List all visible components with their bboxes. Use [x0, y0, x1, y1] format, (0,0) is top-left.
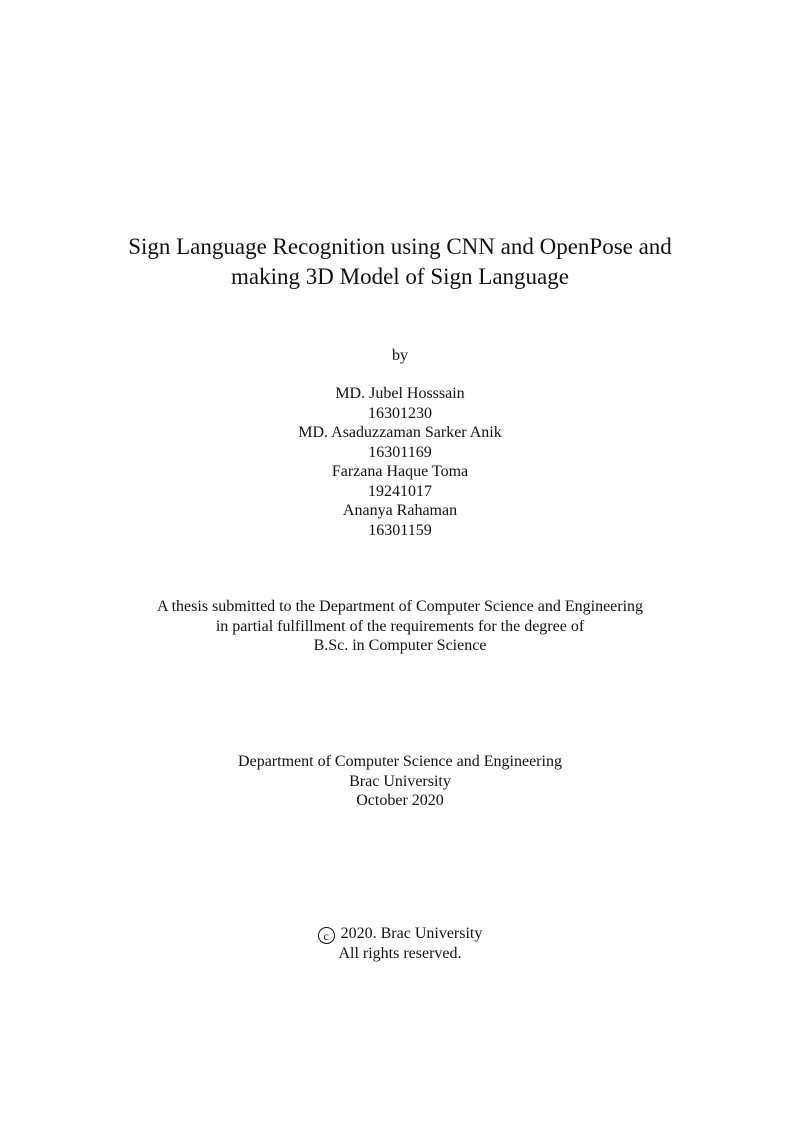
- copyright-line: [0, 924, 800, 944]
- author-id: 16301230: [368, 404, 432, 422]
- university-name: Brac University: [349, 772, 451, 790]
- author-id: 16301159: [368, 521, 432, 539]
- thesis-title-line-1: Sign Language Recognition using CNN and OpenPose and: [128, 234, 672, 259]
- submission-statement: [0, 597, 800, 656]
- author-name: MD. Jubel Hosssain: [335, 385, 465, 402]
- institution-block: [0, 752, 800, 811]
- author-id: 16301169: [368, 443, 432, 461]
- rights-reserved: All rights reserved.: [338, 945, 462, 962]
- author-id: 19241017: [368, 482, 432, 500]
- copyright-icon: c: [318, 927, 335, 944]
- author-name: Farzana Haque Toma: [331, 463, 469, 480]
- copyright-text: 2020. Brac University: [340, 925, 483, 942]
- author-name: Ananya Rahaman: [342, 502, 458, 519]
- degree-line: B.Sc. in Computer Science: [313, 637, 487, 654]
- copyright-block: [0, 924, 800, 964]
- by-label: by: [392, 347, 408, 364]
- submission-line-1: A thesis submitted to the Department of Computer Science and Engineering: [156, 598, 644, 615]
- submission-date: October 2020: [356, 792, 444, 809]
- department-name: Department of Computer Science and Engineering: [238, 753, 562, 770]
- author-name: MD. Asaduzzaman Sarker Anik: [298, 424, 502, 441]
- submission-line-2: in partial fulfillment of the requirements for the degree of: [215, 617, 585, 635]
- thesis-title-line-2: making 3D Model of Sign Language: [231, 264, 569, 289]
- author-list: [0, 384, 800, 540]
- thesis-title: [0, 232, 800, 292]
